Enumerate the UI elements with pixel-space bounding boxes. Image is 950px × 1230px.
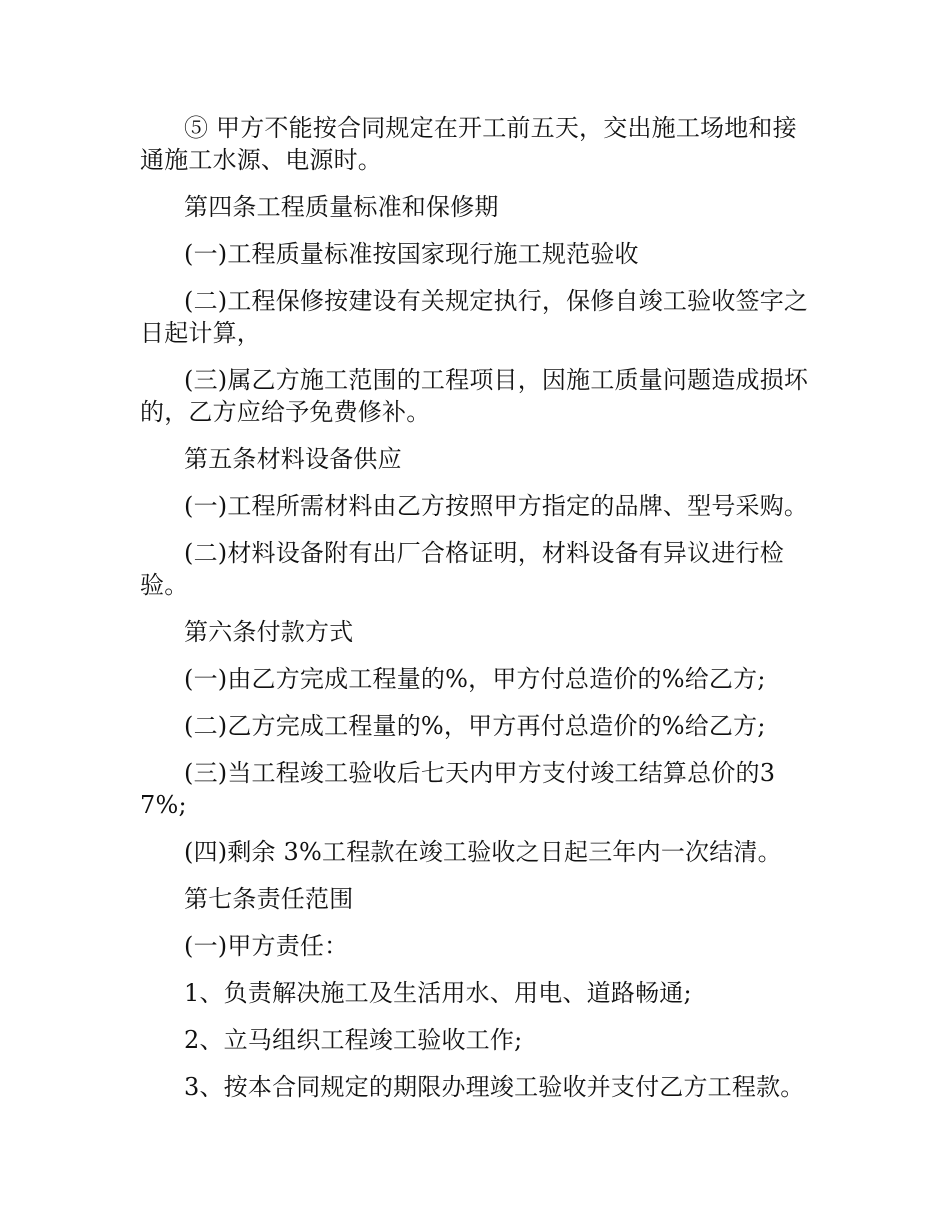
paragraph-quality-standard: (一)工程质量标准按国家现行施工规范验收 — [184, 240, 639, 268]
paragraph-payment-4: (四)剩余 3%工程款在竣工验收之日起三年内一次结清。 — [184, 838, 782, 866]
paragraph-payment-1: (一)由乙方完成工程量的%，甲方付总造价的%给乙方; — [184, 665, 766, 693]
paragraph-party-a-responsibility: (一)甲方责任： — [184, 932, 349, 960]
list-item-1: 1、负责解决施工及生活用水、用电、道路畅通; — [184, 979, 692, 1007]
heading-article-4: 第四条工程质量标准和保修期 — [184, 193, 499, 221]
paragraph-repair: (三)属乙方施工范围的工程项目，因施工质量问题造成损坏的，乙方应给予免费修补。 — [140, 366, 809, 426]
list-item-2: 2、立马组织工程竣工验收工作; — [184, 1026, 523, 1054]
heading-article-6: 第六条付款方式 — [184, 618, 354, 646]
paragraph-materials-inspection: (二)材料设备附有出厂合格证明，材料设备有异议进行检验。 — [140, 539, 784, 599]
heading-article-5: 第五条材料设备供应 — [184, 445, 402, 473]
heading-article-7: 第七条责任范围 — [184, 885, 354, 913]
paragraph-warranty: (二)工程保修按建设有关规定执行，保修自竣工验收签字之日起计算， — [140, 287, 809, 347]
paragraph-payment-2: (二)乙方完成工程量的%，甲方再付总造价的%给乙方; — [184, 712, 766, 740]
paragraph-clause-5: ⑤ 甲方不能按合同规定在开工前五天，交出施工场地和接通施工水源、电源时。 — [140, 114, 797, 174]
paragraph-payment-3: (三)当工程竣工验收后七天内甲方支付竣工结算总价的37%; — [140, 759, 776, 819]
paragraph-materials-purchase: (一)工程所需材料由乙方按照甲方指定的品牌、型号采购。 — [184, 492, 809, 520]
document-body — [140, 112, 815, 1118]
list-item-3: 3、按本合同规定的期限办理竣工验收并支付乙方工程款。 — [184, 1073, 805, 1101]
